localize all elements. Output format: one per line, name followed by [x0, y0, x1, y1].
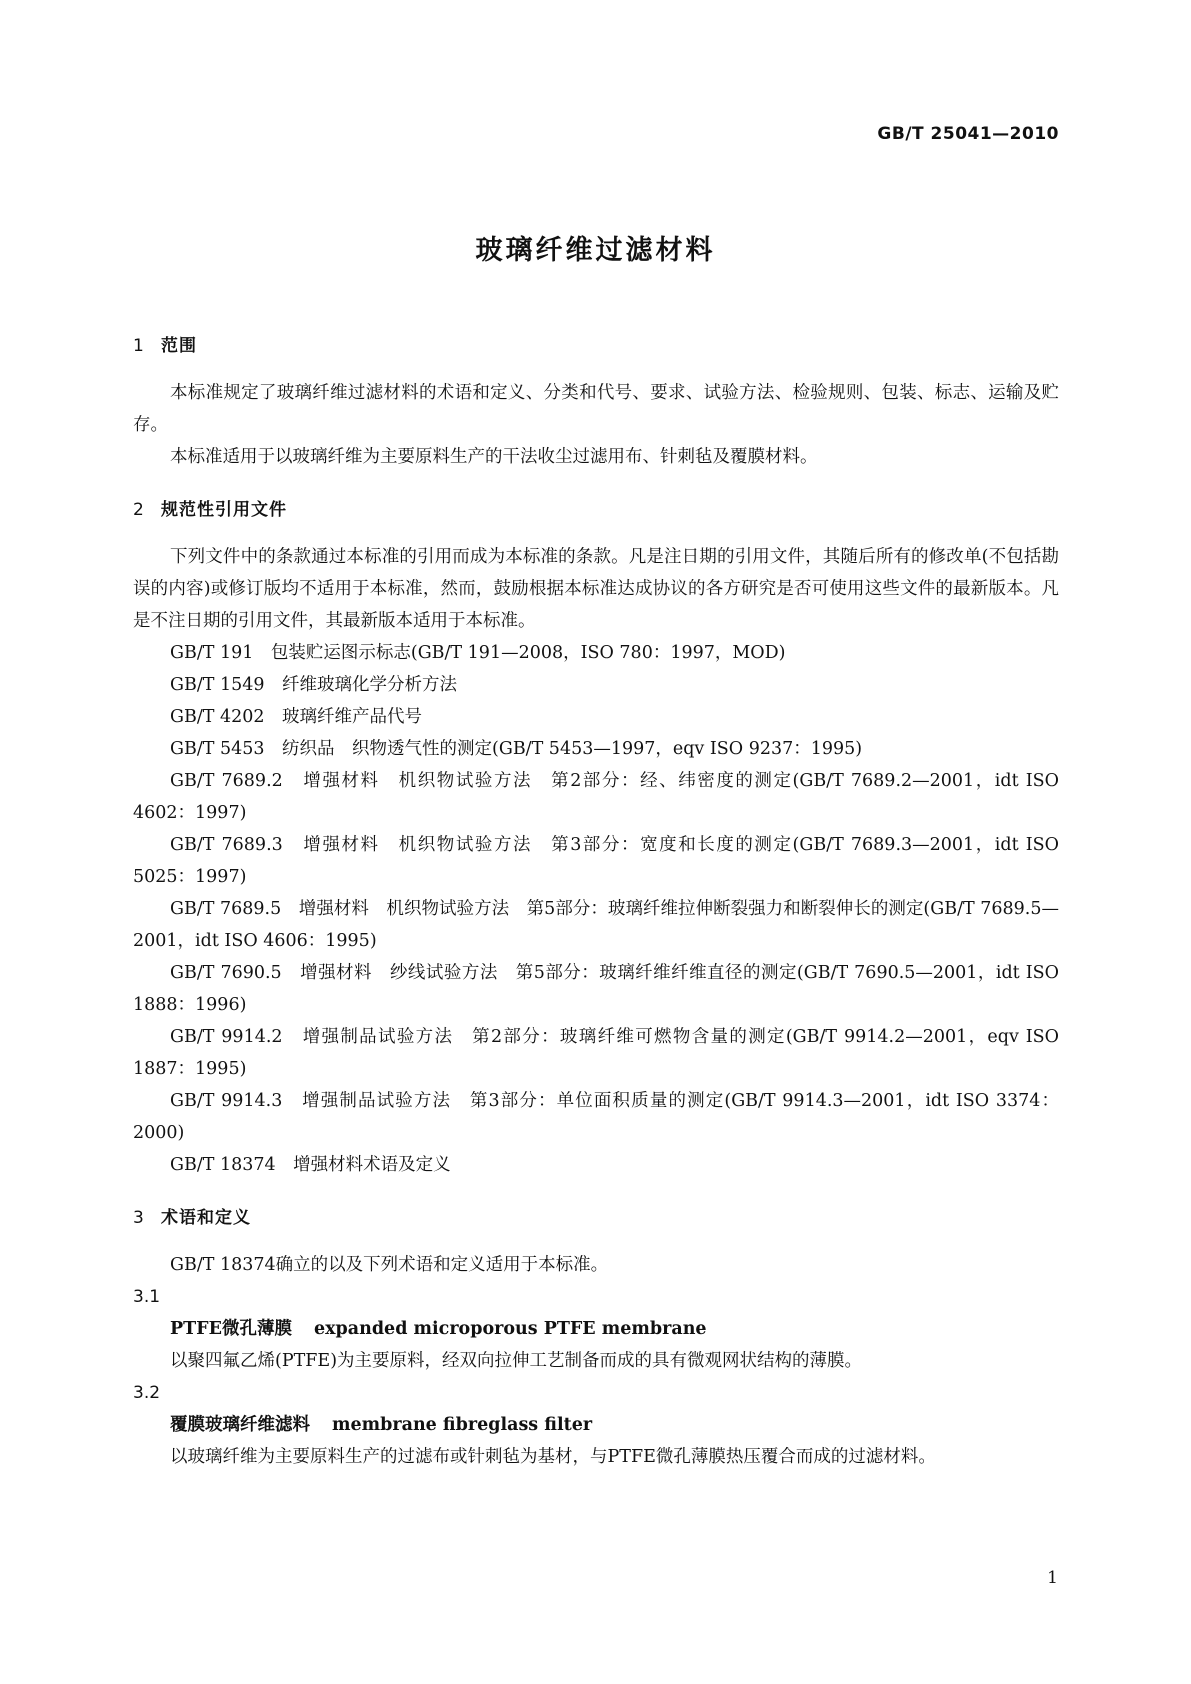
- document-body: [133, 335, 1059, 1473]
- term-english: membrane fibreglass filter: [332, 1415, 593, 1435]
- reference-item: GB/T 7689.2 增强材料 机织物试验方法 第2部分：经、纬密度的测定(GB/T 7689.2—2001，idt ISO 4602：1997): [133, 771, 1059, 823]
- reference-item: GB/T 7689.3 增强材料 机织物试验方法 第3部分：宽度和长度的测定(GB/T 7689.3—2001，idt ISO 5025：1997): [133, 835, 1059, 887]
- reference-item: GB/T 18374 增强材料术语及定义: [170, 1155, 451, 1175]
- paragraph: GB/T 18374确立的以及下列术语和定义适用于本标准。: [170, 1255, 609, 1275]
- section-title: 规范性引用文件: [161, 500, 287, 520]
- section-number: 2: [133, 500, 145, 520]
- term-definition: 以玻璃纤维为主要原料生产的过滤布或针刺毡为基材，与PTFE微孔薄膜热压覆合而成的过滤材料。: [170, 1447, 936, 1467]
- reference-item: GB/T 191 包装贮运图示标志(GB/T 191—2008，ISO 780：1997，MOD): [170, 643, 786, 663]
- clause-number: 3.1: [133, 1287, 161, 1307]
- reference-item: GB/T 4202 玻璃纤维产品代号: [170, 707, 423, 727]
- section-number: 3: [133, 1208, 145, 1228]
- reference-item: GB/T 9914.3 增强制品试验方法 第3部分：单位面积质量的测定(GB/T 9914.3—2001，idt ISO 3374：2000): [133, 1091, 1059, 1143]
- term-chinese: 覆膜玻璃纤维滤料: [170, 1415, 310, 1435]
- reference-item: GB/T 7689.5 增强材料 机织物试验方法 第5部分：玻璃纤维拉伸断裂强力和断裂伸长的测定(GB/T 7689.5—2001，idt ISO 4606：1995): [133, 899, 1059, 951]
- term-entry: [133, 1409, 1059, 1441]
- standard-code: GB/T 25041—2010: [877, 124, 1059, 144]
- reference-item: GB/T 5453 纺织品 织物透气性的测定(GB/T 5453—1997，eqv ISO 9237：1995): [170, 739, 863, 759]
- section-heading-normative-references: [133, 499, 1059, 521]
- section-heading-scope: [133, 335, 1059, 357]
- reference-item: GB/T 7690.5 增强材料 纱线试验方法 第5部分：玻璃纤维纤维直径的测定(GB/T 7690.5—2001，idt ISO 1888：1996): [133, 963, 1059, 1015]
- section-title: 术语和定义: [161, 1208, 251, 1228]
- section-title: 范围: [161, 336, 197, 356]
- term-definition: 以聚四氟乙烯(PTFE)为主要原料，经双向拉伸工艺制备而成的具有微观网状结构的薄膜。: [170, 1351, 863, 1371]
- reference-item: GB/T 9914.2 增强制品试验方法 第2部分：玻璃纤维可燃物含量的测定(GB/T 9914.2—2001，eqv ISO 1887：1995): [133, 1027, 1059, 1079]
- term-chinese: PTFE微孔薄膜: [170, 1319, 292, 1339]
- paragraph: 下列文件中的条款通过本标准的引用而成为本标准的条款。凡是注日期的引用文件，其随后所有的修改单(不包括勘误的内容)或修订版均不适用于本标准，然而，鼓励根据本标准达成协议的各方研究是否可使用这些文件的最新版本。凡是不注日期的引用文件，其最新版本适用于本标准。: [133, 547, 1059, 631]
- term-english: expanded microporous PTFE membrane: [313, 1319, 707, 1339]
- page-number: 1: [1047, 1568, 1058, 1588]
- paragraph: 本标准规定了玻璃纤维过滤材料的术语和定义、分类和代号、要求、试验方法、检验规则、包装、标志、运输及贮存。: [133, 383, 1059, 435]
- section-number: 1: [133, 336, 145, 356]
- document-title: 玻璃纤维过滤材料: [475, 235, 716, 266]
- section-heading-terms-definitions: [133, 1207, 1059, 1229]
- term-entry: [133, 1313, 1059, 1345]
- clause-number: 3.2: [133, 1383, 161, 1403]
- paragraph: 本标准适用于以玻璃纤维为主要原料生产的干法收尘过滤用布、针刺毡及覆膜材料。: [170, 447, 818, 467]
- reference-item: GB/T 1549 纤维玻璃化学分析方法: [170, 675, 458, 695]
